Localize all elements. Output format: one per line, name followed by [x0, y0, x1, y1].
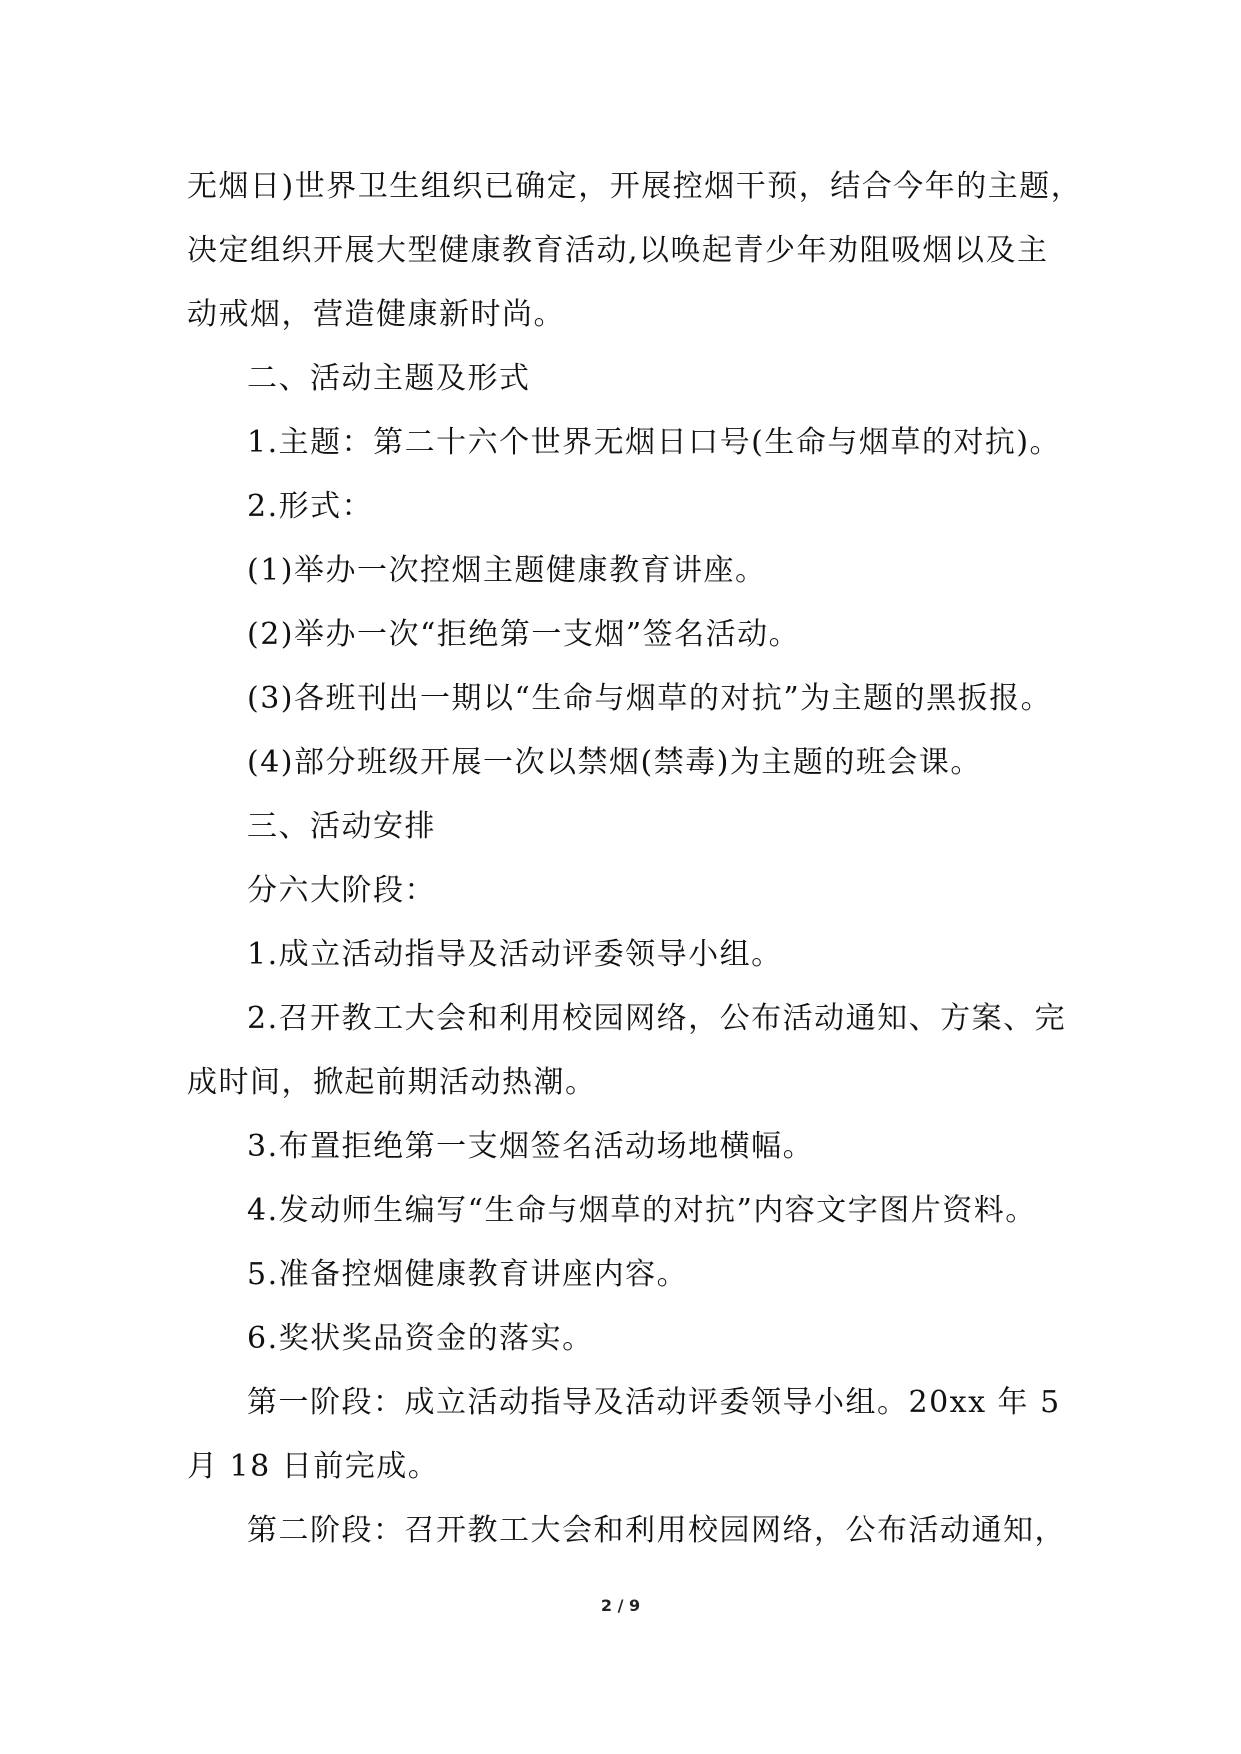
paragraph-line: 成时间，掀起前期活动热潮。 — [187, 1065, 597, 1100]
page-number: 2 / 9 — [600, 1596, 641, 1615]
list-item: 2.召开教工大会和利用校园网络，公布活动通知、方案、完 — [247, 1001, 1067, 1036]
list-item: (1)举办一次控烟主题健康教育讲座。 — [247, 553, 767, 588]
list-item: 5.准备控烟健康教育讲座内容。 — [247, 1257, 689, 1292]
paragraph-line: 1.主题：第二十六个世界无烟日口号(生命与烟草的对抗)。 — [247, 425, 1062, 460]
list-item: 4.发动师生编写“生命与烟草的对抗”内容文字图片资料。 — [247, 1193, 1037, 1228]
paragraph-line: 2.形式： — [247, 489, 374, 524]
paragraph-line: 决定组织开展大型健康教育活动,以唤起青少年劝阻吸烟以及主 — [187, 233, 1049, 268]
paragraph-line: 第二阶段：召开教工大会和利用校园网络，公布活动通知， — [247, 1513, 1066, 1548]
list-item: 1.成立活动指导及活动评委领导小组。 — [247, 937, 783, 972]
list-item: (2)举办一次“拒绝第一支烟”签名活动。 — [247, 617, 801, 652]
list-item: (3)各班刊出一期以“生命与烟草的对抗”为主题的黑扳报。 — [247, 681, 1053, 716]
paragraph-line: 第一阶段：成立活动指导及活动评委领导小组。20xx 年 5 — [247, 1385, 1061, 1420]
paragraph-line: 月 18 日前完成。 — [187, 1449, 440, 1484]
paragraph-line: 无烟日)世界卫生组织已确定，开展控烟干预，结合今年的主题， — [187, 169, 1083, 204]
section-heading: 二、活动主题及形式 — [247, 361, 531, 396]
list-item: 6.奖状奖品资金的落实。 — [247, 1321, 594, 1356]
paragraph-line: 动戒烟，营造健康新时尚。 — [187, 297, 565, 332]
list-item: 3.布置拒绝第一支烟签名活动场地横幅。 — [247, 1129, 815, 1164]
body-text — [187, 155, 1083, 1563]
section-heading: 三、活动安排 — [247, 809, 436, 844]
list-item: (4)部分班级开展一次以禁烟(禁毒)为主题的班会课。 — [247, 745, 982, 780]
paragraph-line: 分六大阶段： — [247, 873, 436, 908]
